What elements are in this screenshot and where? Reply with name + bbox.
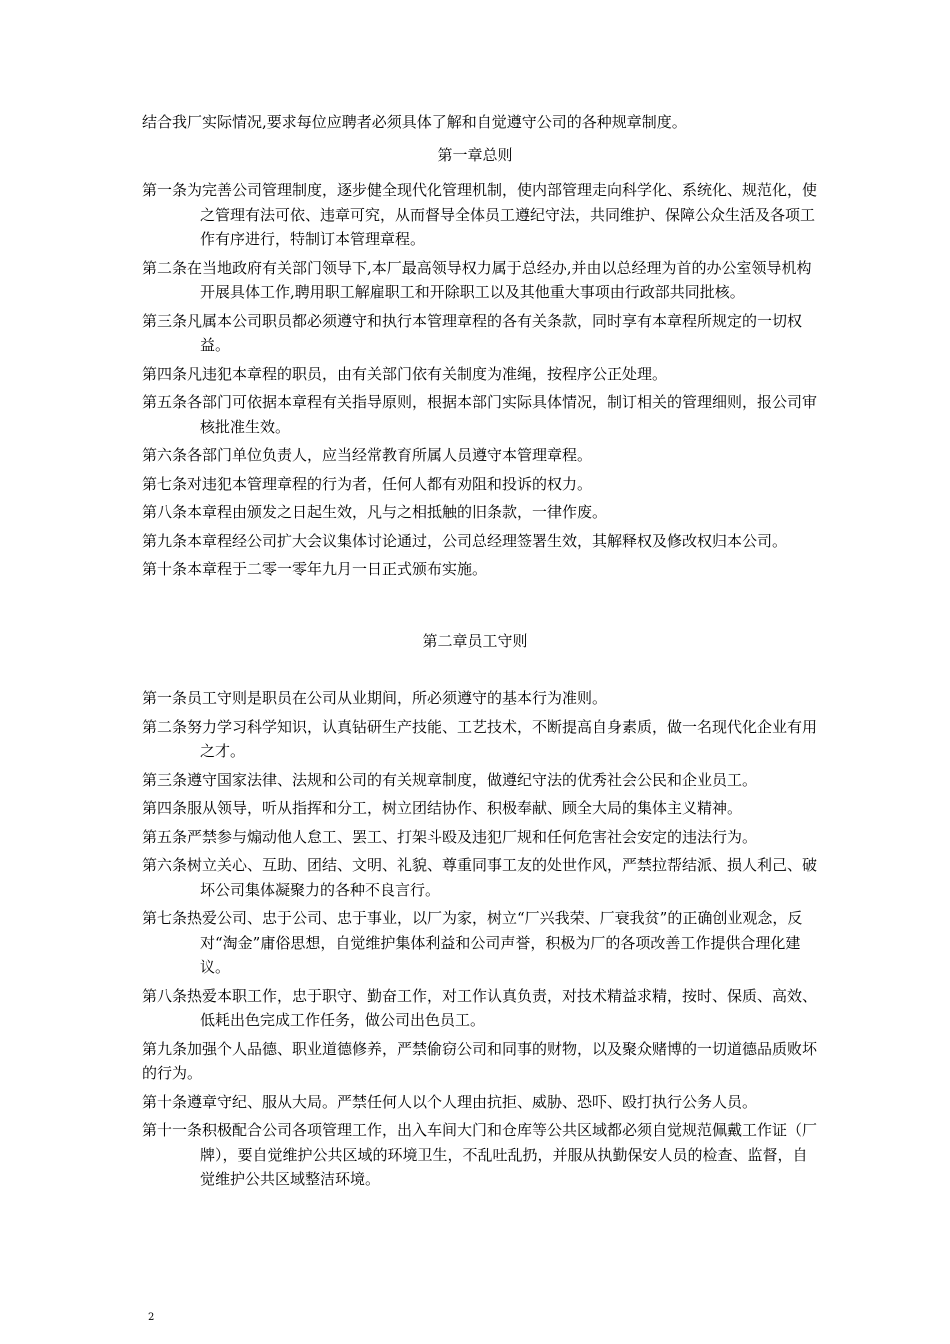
article-item: 第三条遵守国家法律、法规和公司的有关规章制度，做遵纪守法的优秀社会公民和企业员工。: [142, 770, 758, 789]
article-item: 第十条本章程于二零一零年九月一日正式颁布实施。: [142, 560, 488, 578]
article-item: 第一条员工守则是职员在公司从业期间，所必须遵守的基本行为准则。: [142, 689, 608, 707]
article-item: 第四条凡违犯本章程的职员，由有关部门依有关制度为准绳，按程序公正处理。: [142, 364, 668, 383]
article-item: 第七条对违犯本管理章程的行为者，任何人都有劝阻和投诉的权力。: [142, 474, 593, 493]
article-item: 第五条各部门可依据本章程有关指导原则，根据本部门实际具体情况，制订相关的管理细则，报公司审核批准生效。: [142, 393, 818, 436]
article-item: 第九条加强个人品德、职业道德修养，严禁偷窃公司和同事的财物，以及聚众赌博的一切道德品质败坏的行为。: [142, 1039, 818, 1082]
article-item: 第二条在当地政府有关部门领导下,本厂最高领导权力属于总经办,并由以总经理为首的办公室领导机构开展具体工作,聘用职工解雇职工和开除职工以及其他重大事项由行政部共同批核。: [142, 258, 812, 301]
article-item: 第四条服从领导，听从指挥和分工，树立团结协作、积极奉献、顾全大局的集体主义精神。: [142, 799, 743, 817]
article-item: 第九条本章程经公司扩大会议集体讨论通过，公司总经理签署生效，其解释权及修改权归本公司。: [142, 531, 788, 550]
article-item: 第六条树立关心、互助、团结、文明、礼貌、尊重同事工友的处世作风，严禁拉帮结派、损人利己、破坏公司集体凝聚力的各种不良言行。: [142, 856, 818, 899]
chapter1-heading: 第一章总则: [437, 146, 513, 164]
chapter2-articles: [142, 686, 818, 1196]
article-item: 第七条热爱公司、忠于公司、忠于事业，以厂为家，树立“厂兴我荣、厂衰我贫”的正确创业观念，反对“淘金”庸俗思想，自觉维护集体利益和公司声誉，积极为厂的各项改善工作提供合理化建议。: [142, 909, 803, 976]
article-item: 第六条各部门单位负责人，应当经常教育所属人员遵守本管理章程。: [142, 446, 593, 464]
chapter1-articles: [142, 178, 818, 586]
page-number: 2: [148, 1312, 155, 1323]
intro-paragraph: 结合我厂实际情况,要求每位应聘者必须具体了解和自觉遵守公司的各种规章制度。: [142, 113, 687, 131]
article-item: 第二条努力学习科学知识，认真钻研生产技能、工艺技术，不断提高自身素质，做一名现代化企业有用之才。: [142, 717, 818, 760]
article-item: 第八条热爱本职工作，忠于职守、勤奋工作，对工作认真负责，对技术精益求精，按时、保质、高效、低耗出色完成工作任务，做公司出色员工。: [142, 986, 818, 1029]
article-item: 第一条为完善公司管理制度，逐步健全现代化管理机制，使内部管理走向科学化、系统化、规范化，使之管理有法可依、违章可究，从而督导全体员工遵纪守法，共同维护、保障公众生活及各项工作有序进行，特制订本管理章程。: [142, 181, 818, 248]
chapter2-heading: 第二章员工守则: [422, 632, 528, 650]
article-item: 第十一条积极配合公司各项管理工作，出入车间大门和仓库等公共区域都必须自觉规范佩戴工作证（厂牌），要自觉维护公共区域的环境卫生，不乱吐乱扔，并服从执勤保安人员的检查、监督，自觉维护公共区域整洁环境。: [142, 1121, 818, 1188]
article-item: 第八条本章程由颁发之日起生效，凡与之相抵触的旧条款，一律作废。: [142, 503, 608, 521]
article-item: 第五条严禁参与煽动他人怠工、罢工、打架斗殴及违犯厂规和任何危害社会安定的违法行为。: [142, 827, 758, 846]
article-item: 第三条凡属本公司职员都必须遵守和执行本管理章程的各有关条款，同时享有本章程所规定的一切权益。: [142, 311, 803, 354]
article-item: 第十条遵章守纪、服从大局。严禁任何人以个人理由抗拒、威胁、恐吓、殴打执行公务人员。: [142, 1092, 758, 1111]
